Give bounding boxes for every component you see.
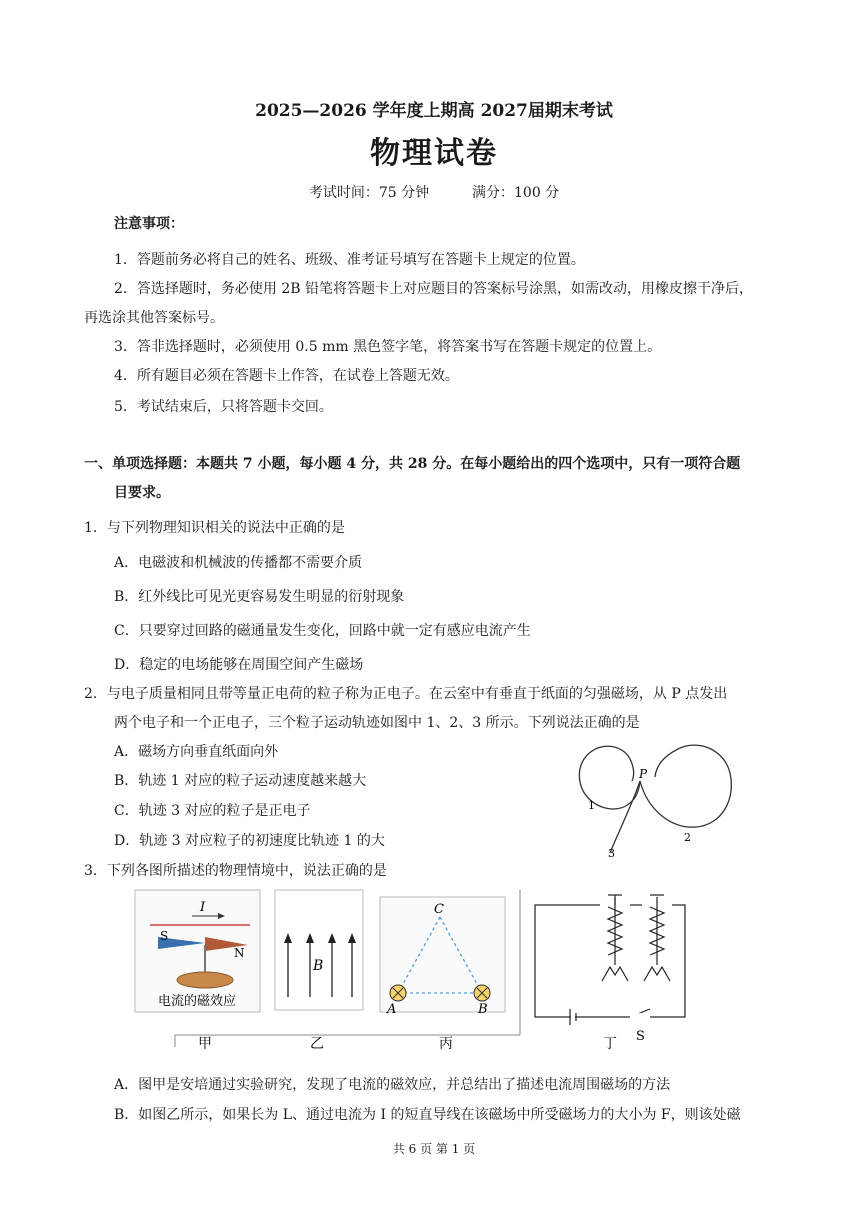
track-2 bbox=[640, 745, 731, 827]
question-2-option-c: C．轨迹 3 对应的粒子是正电子 bbox=[114, 803, 311, 819]
notice-item: 3．答非选择题时，必须使用 0.5 mm 黑色签字笔，将答案书写在答题卡规定的位置上。 bbox=[114, 339, 662, 355]
section-heading: 一、单项选择题：本题共 7 小题，每小题 4 分，共 28 分。在每小题给出的四个选项中，只有一项符合题 bbox=[84, 456, 741, 472]
current-label: I bbox=[200, 900, 206, 915]
full-score: 满分：100 分 bbox=[472, 185, 560, 201]
track-3 bbox=[610, 781, 640, 853]
caption-jia: 电流的磁效应 bbox=[157, 994, 237, 1009]
page-footer: 共 6 页 第 1 页 bbox=[392, 1142, 476, 1156]
track-3-label: 3 bbox=[608, 847, 615, 860]
field-label: B bbox=[313, 958, 324, 974]
panel-yi bbox=[275, 890, 363, 1010]
panel-jia bbox=[135, 890, 260, 1012]
question-1-option-d: D．稳定的电场能够在周围空间产生磁场 bbox=[114, 657, 364, 673]
panel-bing bbox=[380, 897, 505, 1017]
question-1-option-a: A．电磁波和机械波的传播都不需要介质 bbox=[114, 555, 363, 571]
notice-item: 2．答选择题时，务必使用 2B 铅笔将答题卡上对应题目的答案标号涂黑，如需改动，用橡皮擦干净后， bbox=[114, 281, 754, 297]
panel-ding bbox=[535, 893, 685, 1044]
n-pole-label: N bbox=[234, 946, 245, 960]
question-1-stem: 1．与下列物理知识相关的说法中正确的是 bbox=[84, 520, 345, 536]
point-p-label: P bbox=[639, 767, 648, 781]
point-b-label: B bbox=[478, 1002, 488, 1017]
particle-track-figure bbox=[560, 735, 760, 865]
question-1-option-c: C．只要穿过回路的磁通量发生变化，回路中就一定有感应电流产生 bbox=[114, 623, 531, 639]
question-2-option-d: D．轨迹 3 对应粒子的初速度比轨迹 1 的大 bbox=[114, 833, 385, 849]
notice-item: 再选涂其他答案标号。 bbox=[84, 310, 224, 326]
question-3-stem: 3．下列各图所描述的物理情境中，说法正确的是 bbox=[84, 863, 387, 879]
exam-title: 物理试卷 bbox=[370, 136, 498, 171]
notice-item: 5．考试结束后，只将答题卡交回。 bbox=[114, 399, 333, 415]
panel-label-jia: 甲 bbox=[198, 1036, 212, 1052]
exam-info bbox=[0, 182, 868, 202]
exam-subtitle: 2025—2026 学年度上期高 2027届期末考试 bbox=[255, 101, 613, 121]
question-1-option-b: B．红外线比可见光更容易发生明显的衍射现象 bbox=[114, 589, 405, 605]
notice-heading: 注意事项： bbox=[114, 216, 184, 232]
question-2-stem: 2．与电子质量相同且带等量正电荷的粒子称为正电子。在云室中有垂直于纸面的匀强磁场，从 P 点发出 bbox=[84, 686, 728, 702]
track-2-label: 2 bbox=[684, 831, 691, 844]
point-c-label: C bbox=[434, 902, 444, 917]
point-a-label: A bbox=[387, 1002, 397, 1017]
question-2-option-b: B．轨迹 1 对应的粒子运动速度越来越大 bbox=[114, 773, 367, 789]
section-heading-cont: 目要求。 bbox=[114, 485, 170, 501]
s-pole-label: S bbox=[160, 929, 169, 943]
track-1-label: 1 bbox=[588, 799, 595, 812]
switch-label: S bbox=[636, 1029, 645, 1044]
panel-label-ding: 丁 bbox=[603, 1036, 617, 1052]
panel-label-bing: 丙 bbox=[439, 1036, 453, 1052]
question-3-option-b: B．如图乙所示，如果长为 L、通过电流为 I 的短直导线在该磁场中所受磁场力的大小为 F，则该处磁 bbox=[114, 1107, 741, 1123]
panel-label-yi: 乙 bbox=[310, 1036, 324, 1052]
notice-item: 1．答题前务必将自己的姓名、班级、准考证号填写在答题卡上规定的位置。 bbox=[114, 252, 585, 268]
notice-item: 4．所有题目必须在答题卡上作答，在试卷上答题无效。 bbox=[114, 368, 459, 384]
question-3-option-a: A．图甲是安培通过实验研究，发现了电流的磁效应，并总结出了描述电流周围磁场的方法 bbox=[114, 1077, 671, 1093]
question-2-option-a: A．磁场方向垂直纸面向外 bbox=[114, 744, 279, 760]
exam-time: 考试时间：75 分钟 bbox=[308, 185, 430, 201]
compass-base bbox=[177, 972, 233, 988]
question-2-stem-cont: 两个电子和一个正电子，三个粒子运动轨迹如图中 1、2、3 所示。下列说法正确的是 bbox=[114, 715, 640, 731]
question-3-figure bbox=[130, 885, 690, 1055]
